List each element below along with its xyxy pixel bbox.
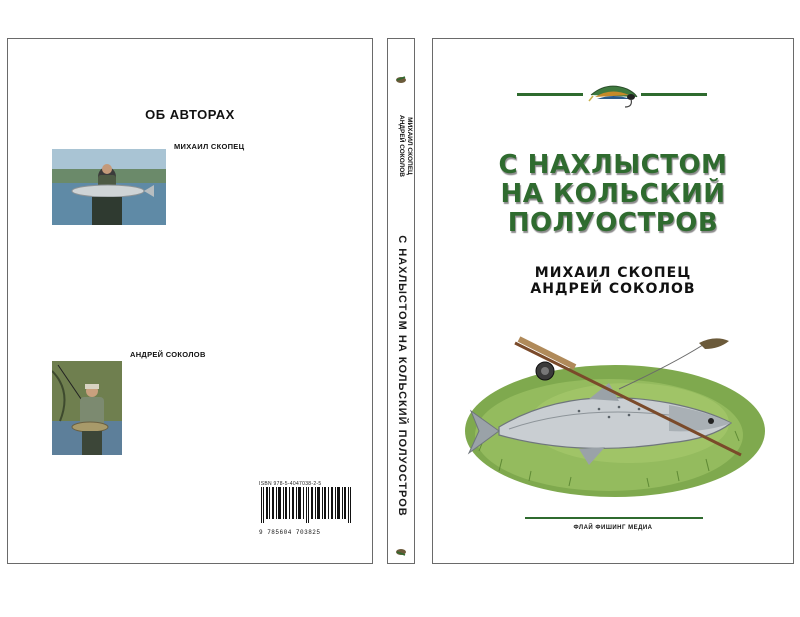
author1-name: МИХАИЛ СКОПЕЦ bbox=[174, 142, 245, 151]
isbn-text: ISBN 978-5-4047038-2-5 bbox=[259, 481, 322, 487]
barcode bbox=[259, 481, 357, 539]
fly-lure-icon bbox=[587, 77, 641, 111]
author1-bio-continued bbox=[52, 235, 360, 343]
spine bbox=[387, 38, 415, 564]
top-rule-left bbox=[517, 93, 583, 96]
spine-authors bbox=[397, 91, 413, 201]
front-cover bbox=[432, 38, 794, 564]
spine-fly-icon bbox=[394, 73, 408, 87]
about-authors-heading: ОБ АВТОРАХ bbox=[145, 107, 235, 122]
front-title-line3: ПОЛУОСТРОВ bbox=[507, 208, 719, 238]
front-author2: АНДРЕЙ СОКОЛОВ bbox=[530, 281, 696, 297]
barcode-bars bbox=[259, 487, 357, 523]
spine-title: С НАХЛЫСТОМ НА КОЛЬСКИЙ ПОЛУОСТРОВ bbox=[396, 235, 408, 517]
author2-bio bbox=[130, 360, 360, 460]
author1-photo bbox=[52, 149, 166, 225]
barcode-digits: 9 785604 703825 bbox=[259, 529, 321, 536]
spine-publisher-icon bbox=[394, 545, 408, 559]
spine-text-rotated bbox=[387, 91, 415, 617]
front-title-line1: С НАХЛЫСТОМ bbox=[498, 150, 728, 180]
author2-name: АНДРЕЙ СОКОЛОВ bbox=[130, 350, 206, 359]
salmon-illustration bbox=[459, 331, 771, 503]
spine-author2: АНДРЕЙ СОКОЛОВ bbox=[398, 115, 405, 177]
author2-photo bbox=[52, 361, 122, 455]
front-authors bbox=[433, 265, 793, 297]
spine-author1: МИХАИЛ СКОПЕЦ bbox=[406, 117, 413, 175]
front-title-line2: НА КОЛЬСКИЙ bbox=[500, 179, 726, 209]
publisher-name: ФЛАЙ ФИШИНГ МЕДИА bbox=[573, 525, 653, 531]
top-rule-right bbox=[641, 93, 707, 96]
back-cover bbox=[7, 38, 373, 564]
front-title bbox=[433, 151, 793, 238]
author1-bio bbox=[174, 152, 360, 232]
front-author1: МИХАИЛ СКОПЕЦ bbox=[534, 265, 692, 281]
bottom-rule bbox=[525, 517, 703, 519]
